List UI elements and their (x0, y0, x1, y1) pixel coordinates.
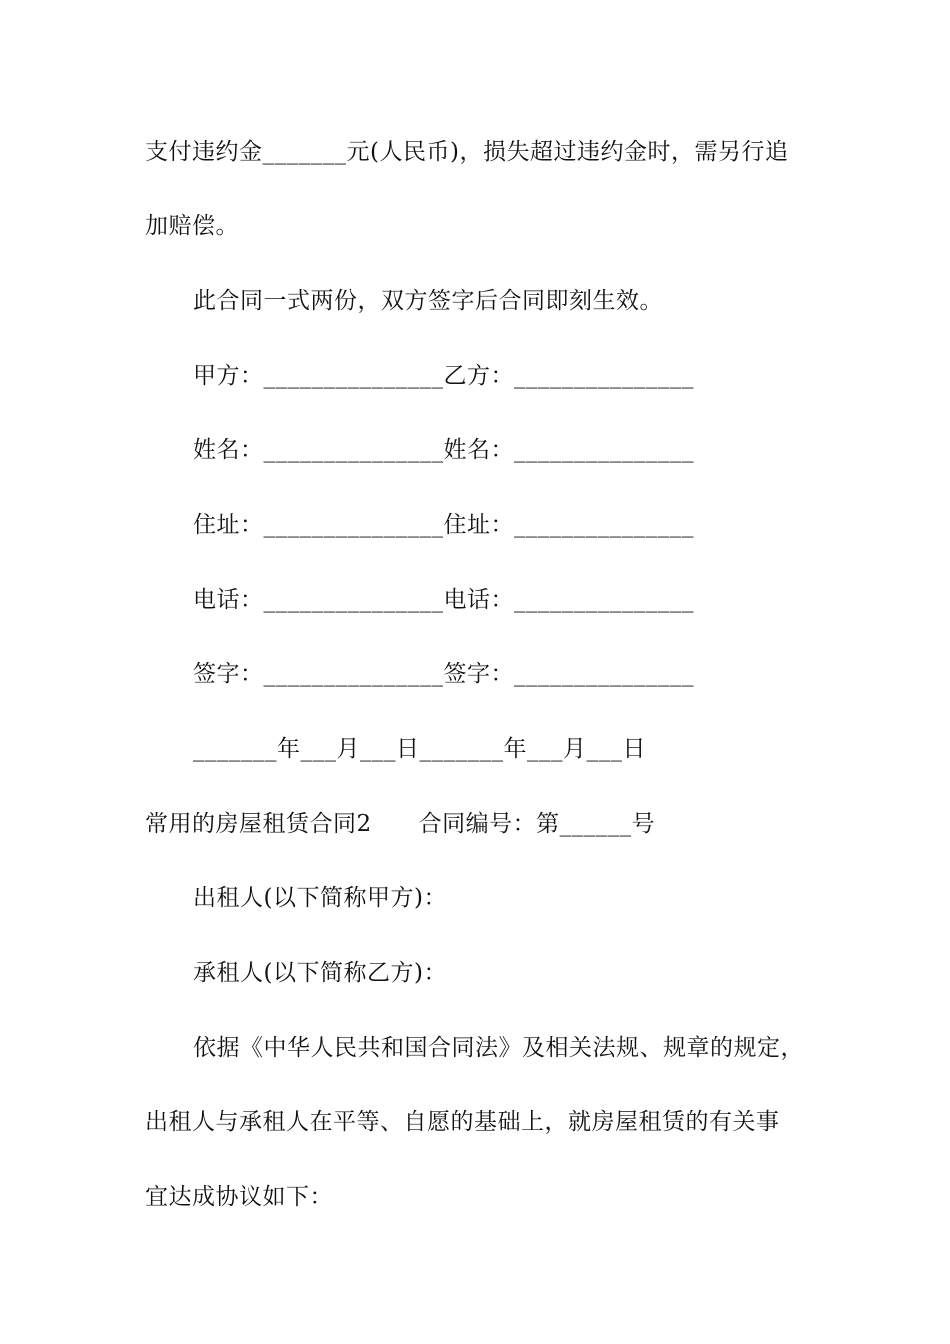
paragraph-penalty-line: 支付违约金_______元(人民币)，损失超过违约金时，需另行追 (145, 139, 789, 165)
signature-party-row: 甲方：_______________乙方：_______________ (193, 363, 694, 389)
signature-name-row: 姓名：_______________姓名：_______________ (193, 437, 694, 463)
signature-date-row: _______年___月___日_______年___月___日 (193, 736, 646, 762)
signature-phone-row: 电话：_______________电话：_______________ (193, 587, 694, 613)
basis-paragraph-line-1: 依据《中华人民共和国合同法》及相关法规、规章的规定， (193, 1035, 804, 1061)
signature-address-row: 住址：_______________住址：_______________ (193, 512, 694, 538)
lessor-line: 出租人(以下简称甲方)： (193, 885, 447, 911)
signature-sign-row: 签字：_______________签字：_______________ (193, 661, 694, 687)
lessee-line: 承租人(以下简称乙方)： (193, 960, 447, 986)
paragraph-penalty-continuation: 加赔偿。 (145, 213, 239, 239)
basis-paragraph-line-2: 出租人与承租人在平等、自愿的基础上，就房屋租赁的有关事 (145, 1109, 780, 1135)
paragraph-effective-clause: 此合同一式两份，双方签字后合同即刻生效。 (193, 288, 663, 314)
contract-heading: 常用的房屋租赁合同2 合同编号：第______号 (145, 811, 656, 837)
basis-paragraph-line-3: 宜达成协议如下： (145, 1184, 333, 1210)
